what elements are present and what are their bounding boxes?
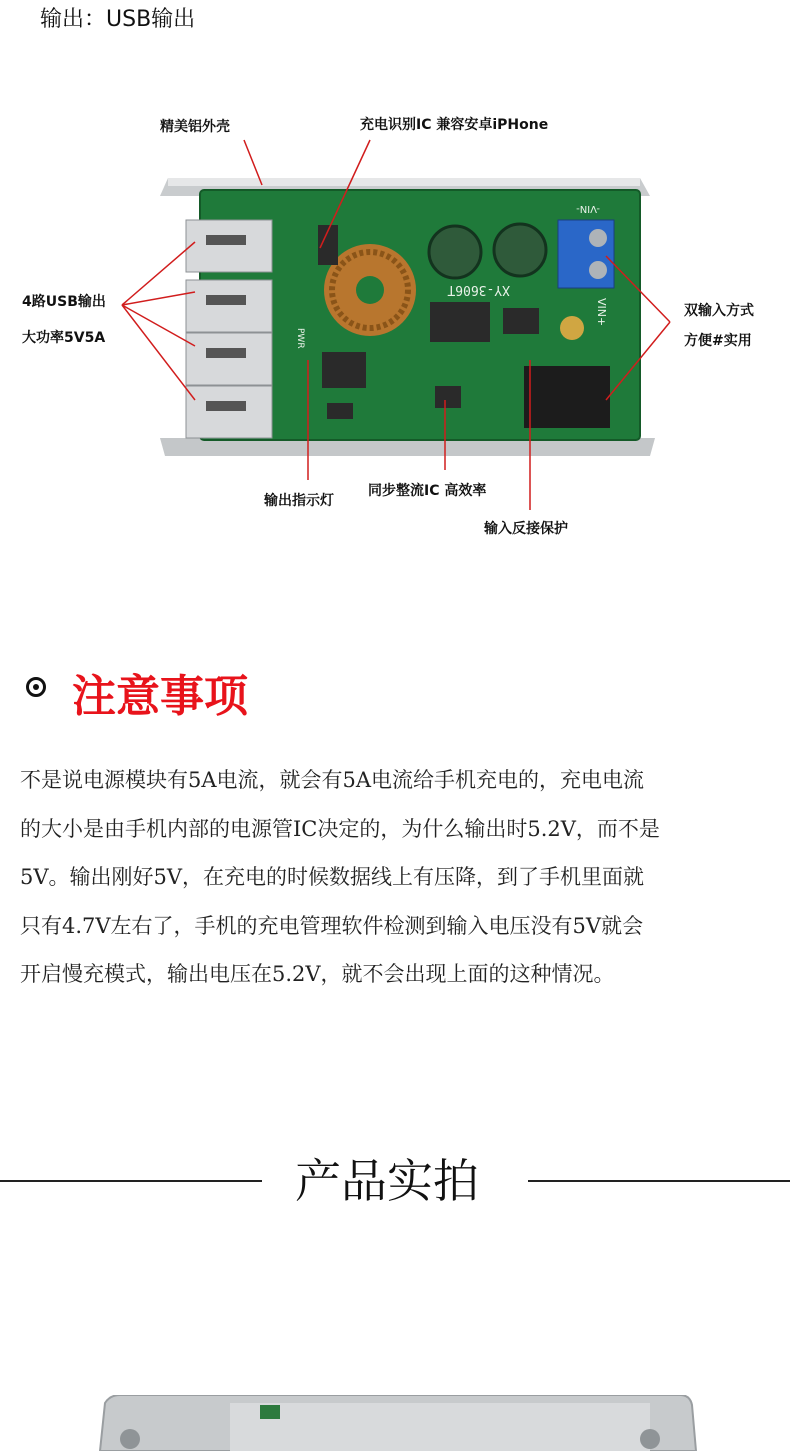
notice-line: 不是说电源模块有5A电流，就会有5A电流给手机充电的，充电电流 [20,768,645,792]
target-icon [26,677,46,697]
notice-line: 的大小是由手机内部的电源管IC决定的，为什么输出时5.2V，而不是 [20,816,660,841]
usb-ports [186,220,272,438]
output-type-label: 输出：USB输出 [40,7,196,32]
dc-jack [524,366,610,428]
silk-vin-minus: -VIN- [576,203,600,214]
callout-reverse: 输入反接保护 [484,521,568,537]
notice-title: 注意事项 [72,671,248,722]
callout-shell: 精美铝外壳 [160,119,230,135]
product-photo-preview [0,1395,790,1451]
callout-convenient: 方便#实用 [684,333,752,349]
screw [560,316,584,340]
callout-charge-ic: 充电识别IC 兼容安卓iPHone [360,117,549,133]
callout-usb-ports: 4路USB输出 [22,294,106,310]
silk-model: XY-3606T [447,282,510,297]
notice-line: 开启慢充模式，输出电压在5.2V，就不会出现上面的这种情况。 [20,962,615,986]
silk-vin-plus: VIN+ [595,298,608,327]
input-terminal [558,220,614,288]
divider-right [528,1180,790,1182]
notice-body [20,756,784,999]
divider-left [0,1180,262,1182]
silk-pwr: PWR [295,328,305,349]
callout-sync-rect: 同步整流IC 高效率 [368,483,487,499]
product-section-title: 产品实拍 [295,1154,479,1208]
callout-indicator: 输出指示灯 [264,493,334,509]
notice-line: 只有4.7V左右了，手机的充电管理软件检测到输入电压没有5V就会 [20,913,644,938]
callout-power: 大功率5V5A [22,330,106,346]
notice-line: 5V。输出刚好5V，在充电的时候数据线上有压降，到了手机里面就 [20,865,645,889]
product-board-photo [0,60,790,620]
callout-dual-input: 双输入方式 [684,303,754,319]
